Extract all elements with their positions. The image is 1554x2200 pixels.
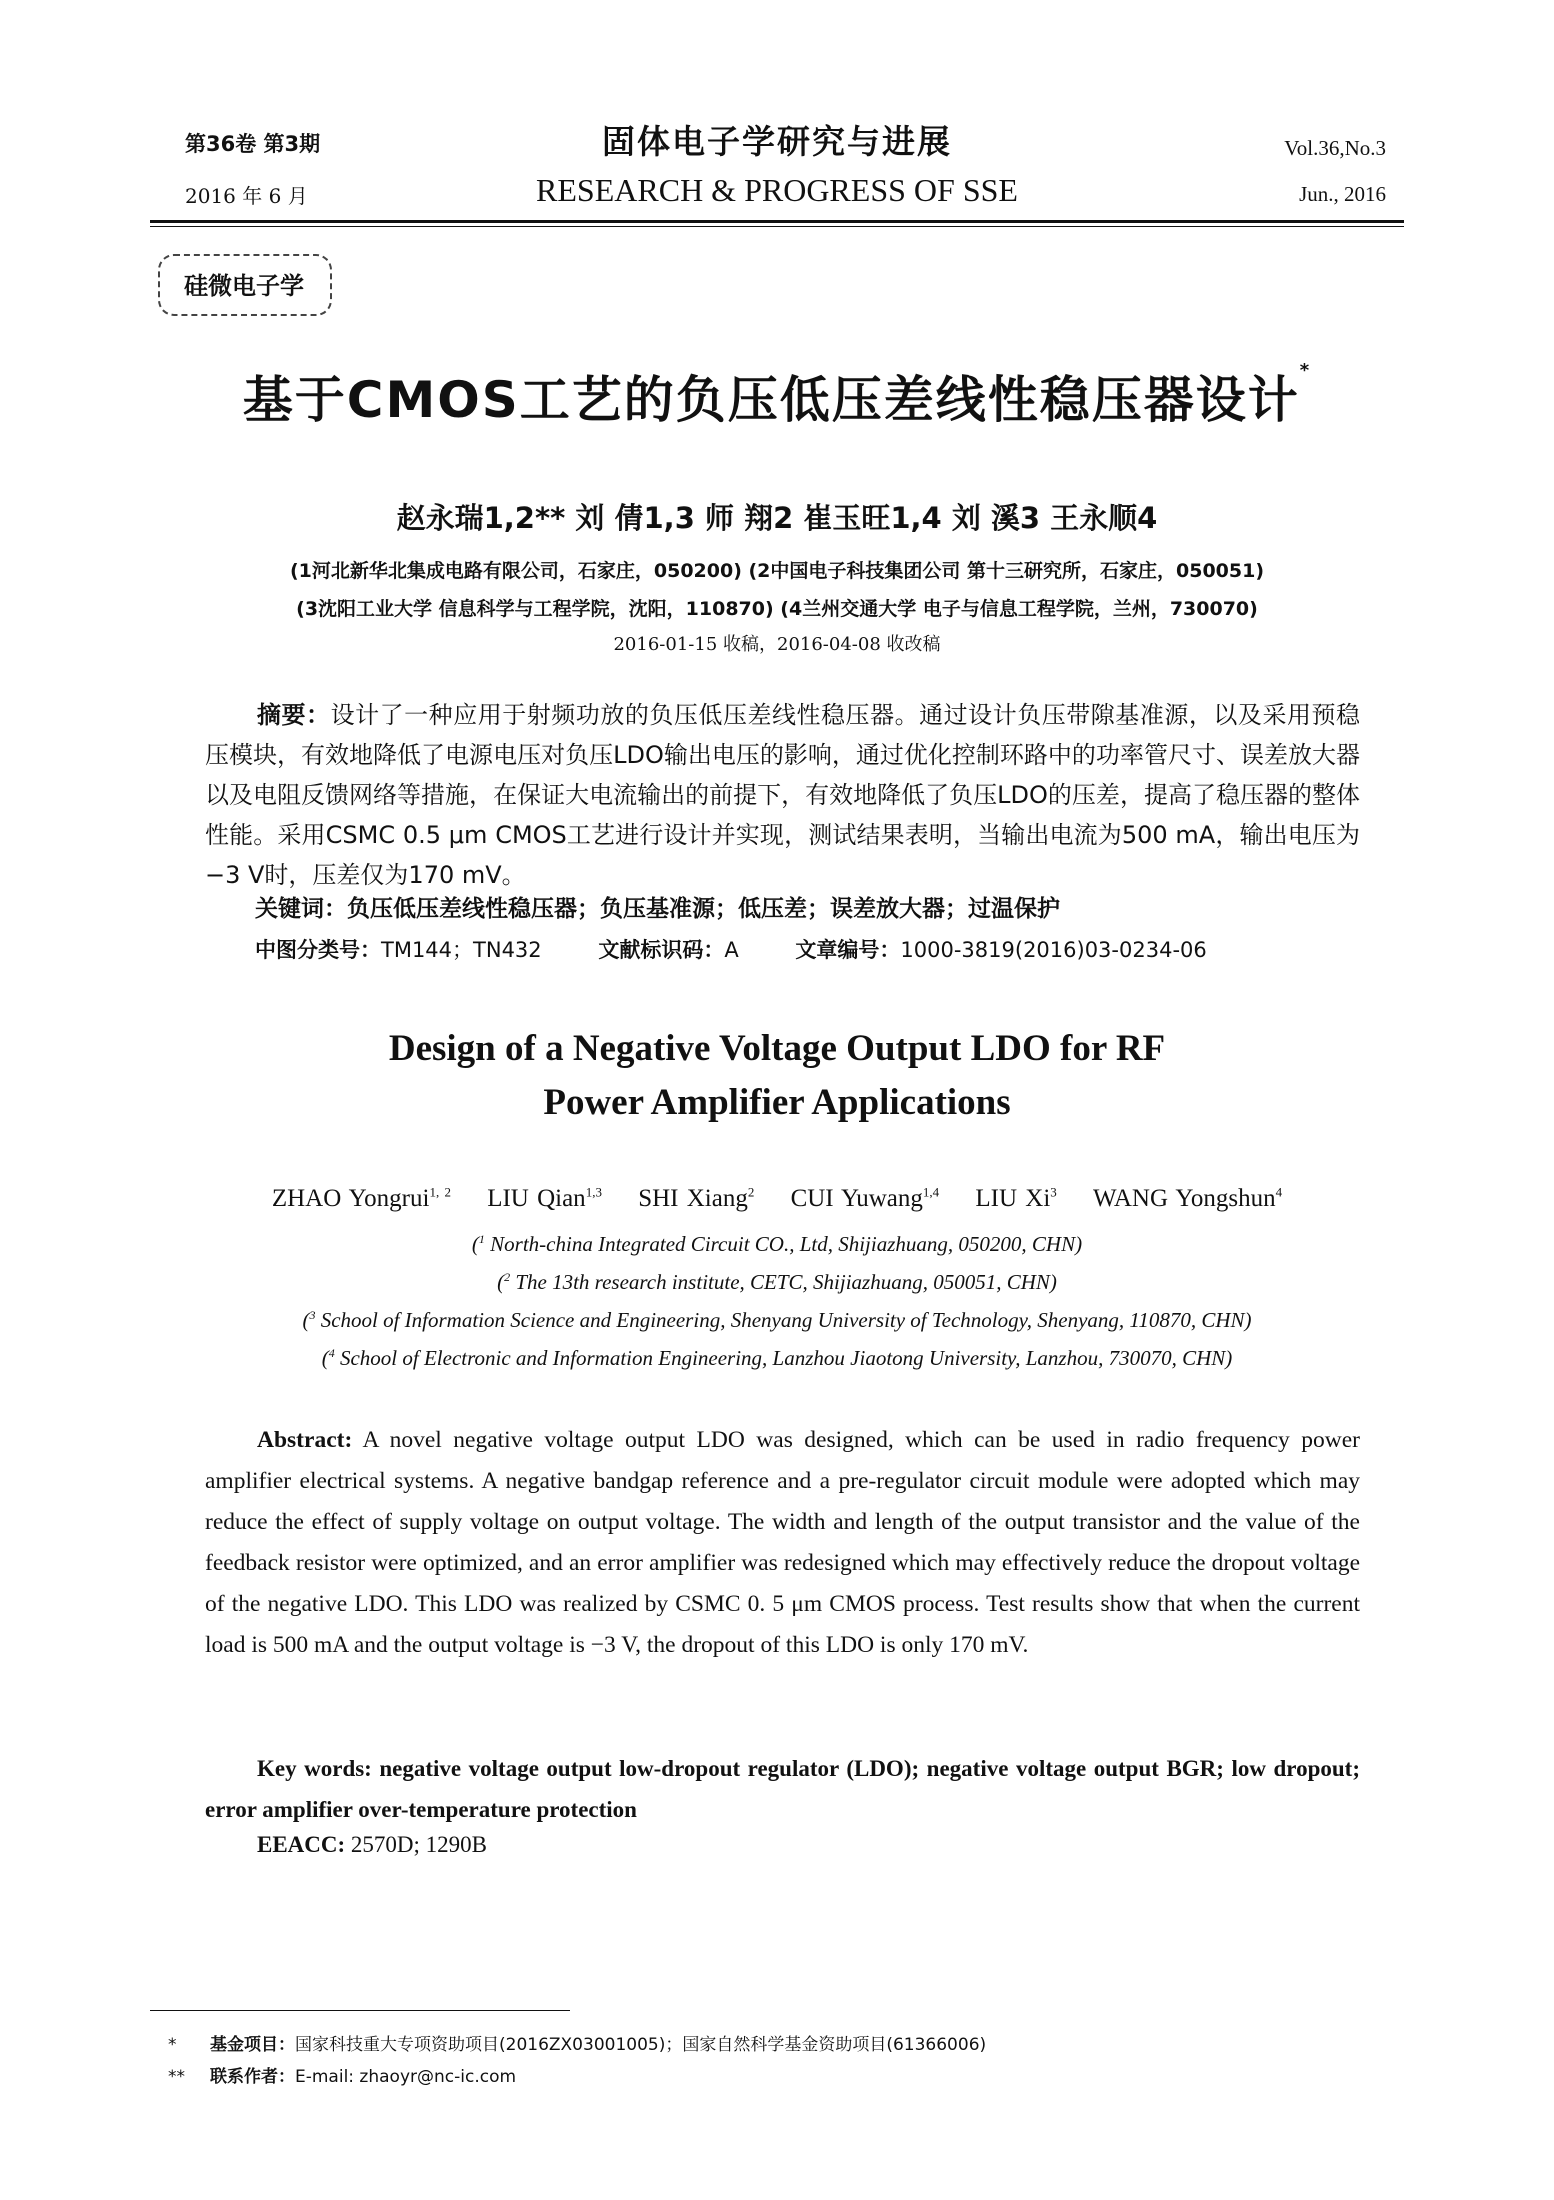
doc-code-label: 文献标识码： [598, 938, 725, 962]
date-en: Jun., 2016 [1299, 182, 1386, 206]
affiliation-cn-line: (3沈阳工业大学 信息科学与工程学院，沈阳，110870) (4兰州交通大学 电子与信息工程学院，兰州，730070) [296, 598, 1258, 620]
footnote-email[interactable]: E-mail: zhaoyr@nc-ic.com [295, 2067, 517, 2087]
journal-name-cn: 固体电子学研究与进展 [602, 122, 952, 161]
footnote-label: 基金项目： [210, 2035, 295, 2055]
authors-cn: 赵永瑞1,2** 刘 倩1,3 师 翔2 崔玉旺1,4 刘 溪3 王永顺4 [396, 501, 1158, 535]
abstract-cn-text: 设计了一种应用于射频功放的负压低压差线性稳压器。通过设计负压带隙基准源，以及采用预稳压模块，有效地降低了电源电压对负压LDO输出电压的影响，通过优化控制环路中的功率管尺寸、误差放大器以及电阻反馈网络等措施，在保证大电流输出的前提下，有效地降低了负压LDO的压差，提高了稳压器的整体性能。采用CSMC 0.5 μm CMOS工艺进行设计并实现，测试结果表明，当输出电流为500 mA，输出电压为−3 V时，压差仅为170 mV。 [205, 701, 1361, 889]
title-en-line: Design of a Negative Voltage Output LDO for RF [388, 1028, 1166, 1069]
article-no-label: 文章编号： [795, 938, 901, 962]
keywords-cn: 关键词：负压低压差线性稳压器；负压基准源；低压差；误差放大器；过温保护 [255, 896, 1060, 922]
abstract-en-text: A novel negative voltage output LDO was designed, which can be used in radio frequency power amplifier electrical systems. A negative bandgap reference and a pre-regulator circuit module were adopted which may reduce the effect of supply voltage on output voltage. The width and length of the output transistor and the value of the feedback resistor were optimized, and an error amplifier was redesigned which may effectively reduce the dropout voltage of the negative LDO. This LDO was realized by CSMC 0. 5 μm CMOS process. Test results show that when the current load is 500 mA and the output voltage is −3 V, the dropout of this LDO is only 170 mV. [205, 1427, 1360, 1658]
eeacc-label: EEACC: [257, 1832, 346, 1857]
affiliation-en: ($^3$ School of Information Science and Engineering, Shenyang University of Technology, Shenyang, 110870, CHN) [302, 1308, 1252, 1332]
volume-issue-en: Vol.36,No.3 [1284, 136, 1386, 160]
journal-name-en: RESEARCH & PROGRESS OF SSE [536, 172, 1018, 208]
volume-issue-cn: 第36卷 第3期 [185, 132, 321, 156]
eeacc [257, 1832, 487, 1858]
keywords-en: Key words: negative voltage output low-dropout regulator (LDO); negative voltage output BGR; low dropout; error amplifier over-temperature protection [205, 1756, 1360, 1822]
footnote-rule [150, 2010, 570, 2011]
date-cn: 2016 年 6 月 [185, 184, 308, 208]
abstract-cn [205, 695, 1360, 895]
footnote-contact [168, 2062, 516, 2087]
author-en: SHI Xiang$^2$ [638, 1185, 755, 1213]
title-cn-footnote-mark: * [1299, 360, 1312, 381]
author-en: ZHAO Yongrui$^{1, 2}$ [271, 1185, 451, 1213]
clc-label: 中图分类号： [255, 938, 381, 962]
footnote-funding [168, 2030, 986, 2055]
column-tag [158, 254, 330, 316]
header-rule [150, 220, 1404, 223]
abstract-en [205, 1420, 1360, 1666]
eeacc-value: 2570D; 1290B [350, 1832, 488, 1857]
clc-value: TM144；TN432 [381, 938, 542, 962]
author-en: LIU Xi$^3$ [975, 1185, 1057, 1213]
title-cn-text: 基于CMOS工艺的负压低压差线性稳压器设计 [242, 371, 1300, 429]
footnote-mark: * [168, 2035, 177, 2055]
title-en [0, 1022, 1554, 1130]
footnote-mark: ** [168, 2067, 185, 2087]
footnote-text: 国家科技重大专项资助项目(2016ZX03001005)；国家自然科学基金资助项目(61366006) [295, 2035, 987, 2055]
affiliation-en: ($^1$ North-china Integrated Circuit CO., Ltd, Shijiazhuang, 050200, CHN) [471, 1232, 1083, 1256]
abstract-en-label: Abstract: [257, 1427, 353, 1453]
title-en-line: Power Amplifier Applications [543, 1082, 1011, 1123]
abstract-cn-label: 摘要： [257, 701, 331, 729]
article-no-value: 1000-3819(2016)03-0234-06 [900, 938, 1207, 962]
doc-code-value: A [724, 938, 739, 962]
title-cn [0, 360, 1554, 432]
footnote-label: 联系作者： [210, 2067, 295, 2087]
author-en: CUI Yuwang$^{1,4}$ [790, 1185, 940, 1213]
classification-cn [255, 934, 1405, 964]
received-dates-cn: 2016-01-15 收稿，2016-04-08 收改稿 [613, 634, 941, 655]
author-en: LIU Qian$^{1,3}$ [487, 1185, 602, 1213]
affiliation-en: ($^2$ The 13th research institute, CETC, Shijiazhuang, 050051, CHN) [497, 1270, 1057, 1294]
affiliation-cn-line: (1河北新华北集成电路有限公司，石家庄，050200) (2中国电子科技集团公司 第十三研究所，石家庄，050051) [289, 560, 1265, 582]
authors-en [0, 1185, 1554, 1213]
author-en: WANG Yongshun$^4$ [1093, 1185, 1283, 1213]
header-rule-thin [150, 226, 1404, 227]
column-tag-label: 硅微电子学 [184, 272, 304, 300]
affiliation-en: ($^4$ School of Electronic and Information Engineering, Lanzhou Jiaotong University, Lanzhou, 730070, CHN) [321, 1346, 1233, 1370]
